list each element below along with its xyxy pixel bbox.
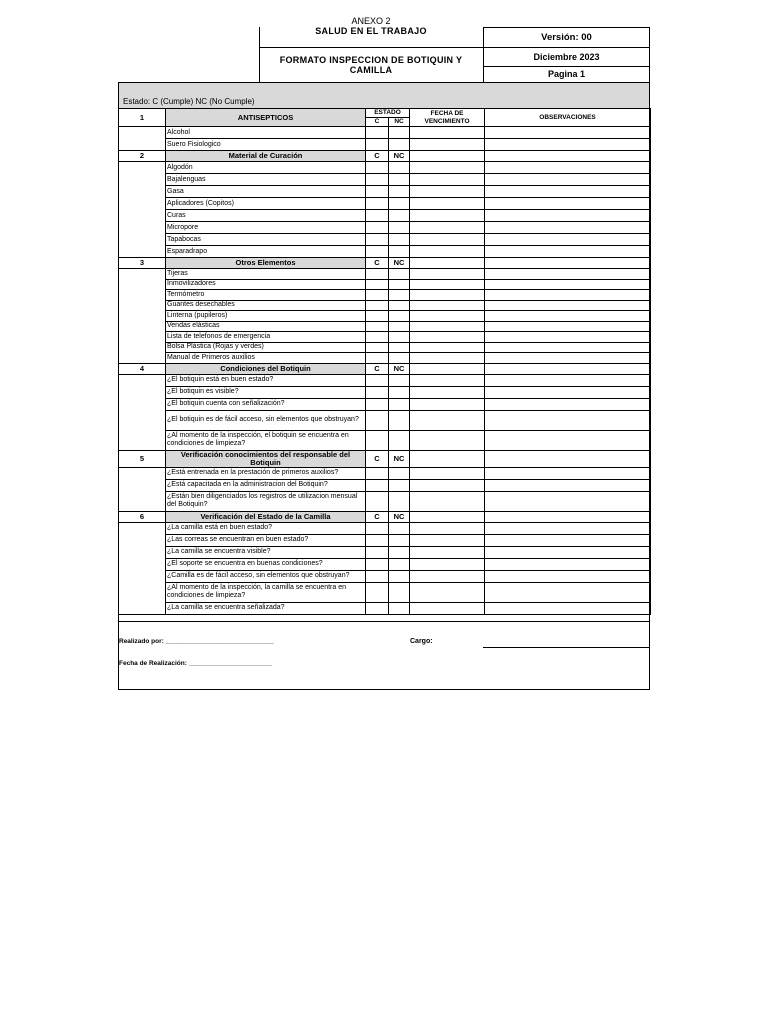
c-checkbox-cell[interactable] bbox=[366, 198, 389, 210]
observaciones-cell[interactable] bbox=[485, 450, 651, 467]
section-number: 1 bbox=[119, 109, 166, 127]
c-checkbox-cell[interactable] bbox=[366, 582, 389, 602]
item-label: Vendas elásticas bbox=[166, 321, 366, 332]
item-label: ¿La camilla está en buen estado? bbox=[166, 522, 366, 534]
table-row bbox=[119, 558, 651, 570]
observaciones-cell[interactable] bbox=[485, 290, 651, 301]
observaciones-cell[interactable] bbox=[485, 127, 651, 139]
cargo-label: Cargo: bbox=[410, 638, 433, 645]
observaciones-cell[interactable] bbox=[485, 279, 651, 290]
fecha-cell[interactable] bbox=[410, 558, 485, 570]
table-row bbox=[119, 162, 651, 174]
observaciones-cell[interactable] bbox=[485, 353, 651, 364]
observaciones-cell[interactable] bbox=[485, 546, 651, 558]
item-label: ¿El botiquin está en buen estado? bbox=[166, 374, 366, 386]
observaciones-cell[interactable] bbox=[485, 246, 651, 258]
observaciones-cell[interactable] bbox=[485, 321, 651, 332]
nc-checkbox-cell[interactable] bbox=[389, 186, 410, 198]
fecha-cell[interactable] bbox=[410, 582, 485, 602]
c-checkbox-cell[interactable] bbox=[366, 222, 389, 234]
observaciones-cell[interactable] bbox=[485, 582, 651, 602]
table-row bbox=[119, 479, 651, 491]
item-label: ¿El botiquin es de fácil acceso, sin elementos que obstruyan? bbox=[166, 410, 366, 430]
section-header-row bbox=[119, 151, 651, 162]
nc-checkbox-cell[interactable] bbox=[389, 198, 410, 210]
observaciones-cell[interactable] bbox=[485, 570, 651, 582]
c-checkbox-cell[interactable] bbox=[366, 558, 389, 570]
table-row bbox=[119, 269, 651, 280]
fecha-cell[interactable] bbox=[410, 534, 485, 546]
c-checkbox-cell[interactable] bbox=[366, 127, 389, 139]
c-header: C bbox=[366, 511, 389, 522]
fecha-cell[interactable] bbox=[410, 186, 485, 198]
fecha-cell[interactable] bbox=[410, 311, 485, 322]
c-checkbox-cell[interactable] bbox=[366, 269, 389, 280]
item-label: Micropore bbox=[166, 222, 366, 234]
nc-header: NC bbox=[389, 118, 410, 127]
nc-checkbox-cell[interactable] bbox=[389, 386, 410, 398]
nc-header: NC bbox=[389, 258, 410, 269]
table-row bbox=[119, 139, 651, 151]
observaciones-cell[interactable] bbox=[485, 522, 651, 534]
fecha-cell[interactable] bbox=[410, 246, 485, 258]
c-checkbox-cell[interactable] bbox=[366, 332, 389, 343]
nc-checkbox-cell[interactable] bbox=[389, 332, 410, 343]
item-label: ¿Al momento de la inspección, el botiquin se encuentra en condiciones de limpieza? bbox=[166, 430, 366, 450]
fecha-cell[interactable] bbox=[410, 269, 485, 280]
observaciones-cell[interactable] bbox=[485, 210, 651, 222]
observaciones-cell[interactable] bbox=[485, 398, 651, 410]
nc-checkbox-cell[interactable] bbox=[389, 210, 410, 222]
observaciones-cell[interactable] bbox=[485, 410, 651, 430]
version-divider-1 bbox=[483, 47, 650, 48]
c-checkbox-cell[interactable] bbox=[366, 522, 389, 534]
nc-checkbox-cell[interactable] bbox=[389, 491, 410, 511]
fecha-cell[interactable] bbox=[410, 151, 485, 162]
nc-checkbox-cell[interactable] bbox=[389, 222, 410, 234]
section-number: 3 bbox=[119, 258, 166, 269]
c-checkbox-cell[interactable] bbox=[366, 300, 389, 311]
observaciones-cell[interactable] bbox=[485, 186, 651, 198]
item-label: Guantes desechables bbox=[166, 300, 366, 311]
section-number: 4 bbox=[119, 363, 166, 374]
c-checkbox-cell[interactable] bbox=[366, 279, 389, 290]
observaciones-cell[interactable] bbox=[485, 467, 651, 479]
table-row bbox=[119, 222, 651, 234]
c-checkbox-cell[interactable] bbox=[366, 479, 389, 491]
nc-checkbox-cell[interactable] bbox=[389, 398, 410, 410]
fecha-cell[interactable] bbox=[410, 546, 485, 558]
observaciones-cell[interactable] bbox=[485, 151, 651, 162]
item-label: Suero Fisiologico bbox=[166, 139, 366, 151]
section-header-row bbox=[119, 363, 651, 374]
nc-checkbox-cell[interactable] bbox=[389, 127, 410, 139]
c-checkbox-cell[interactable] bbox=[366, 342, 389, 353]
fecha-cell[interactable] bbox=[410, 332, 485, 343]
nc-header: NC bbox=[389, 363, 410, 374]
table-row bbox=[119, 522, 651, 534]
observaciones-cell[interactable] bbox=[485, 222, 651, 234]
nc-checkbox-cell[interactable] bbox=[389, 290, 410, 301]
nc-checkbox-cell[interactable] bbox=[389, 234, 410, 246]
table-row bbox=[119, 546, 651, 558]
item-label: ¿La camilla se encuentra visible? bbox=[166, 546, 366, 558]
fecha-cell[interactable] bbox=[410, 386, 485, 398]
nc-checkbox-cell[interactable] bbox=[389, 300, 410, 311]
table-row bbox=[119, 290, 651, 301]
nc-checkbox-cell[interactable] bbox=[389, 410, 410, 430]
section-header-row bbox=[119, 258, 651, 269]
observaciones-cell[interactable] bbox=[485, 311, 651, 322]
item-label: ¿Está capacitada en la administracion del Botiquin? bbox=[166, 479, 366, 491]
section-title: Verificación del Estado de la Camilla bbox=[166, 511, 366, 522]
table-row bbox=[119, 491, 651, 511]
footer-top-line bbox=[118, 621, 650, 622]
fecha-cell[interactable] bbox=[410, 290, 485, 301]
nc-checkbox-cell[interactable] bbox=[389, 311, 410, 322]
fecha-cell[interactable] bbox=[410, 300, 485, 311]
fecha-cell[interactable] bbox=[410, 410, 485, 430]
item-label: Termómetro bbox=[166, 290, 366, 301]
fecha-cell[interactable] bbox=[410, 522, 485, 534]
fecha-cell[interactable] bbox=[410, 234, 485, 246]
item-label: ¿Camilla es de fácil acceso, sin elementos que obstruyan? bbox=[166, 570, 366, 582]
item-label: Algodón bbox=[166, 162, 366, 174]
nc-checkbox-cell[interactable] bbox=[389, 546, 410, 558]
fecha-cell[interactable] bbox=[410, 222, 485, 234]
estado-header: ESTADO bbox=[366, 109, 410, 118]
section-number-blank bbox=[119, 374, 166, 450]
fecha-cell[interactable] bbox=[410, 279, 485, 290]
item-label: Esparadrapo bbox=[166, 246, 366, 258]
observaciones-cell[interactable] bbox=[485, 534, 651, 546]
observaciones-cell[interactable] bbox=[485, 374, 651, 386]
fecha-header: FECHA DE VENCIMIENTO bbox=[410, 109, 485, 127]
date-text: Diciembre 2023 bbox=[533, 52, 600, 62]
observaciones-cell[interactable] bbox=[485, 234, 651, 246]
section-number: 2 bbox=[119, 151, 166, 162]
observaciones-cell[interactable] bbox=[485, 602, 651, 614]
fecha-cell[interactable] bbox=[410, 374, 485, 386]
item-label: Tijeras bbox=[166, 269, 366, 280]
observaciones-cell[interactable] bbox=[485, 269, 651, 280]
table-row bbox=[119, 410, 651, 430]
section-title: Verificación conocimientos del responsable del Botiquin bbox=[166, 450, 366, 467]
c-header: C bbox=[366, 258, 389, 269]
table-row bbox=[119, 311, 651, 322]
header-left-border bbox=[259, 27, 260, 82]
item-label: ¿Las correas se encuentran en buen estado? bbox=[166, 534, 366, 546]
section-title: Condiciones del Botiquin bbox=[166, 363, 366, 374]
table-row bbox=[119, 321, 651, 332]
fecha-cell[interactable] bbox=[410, 363, 485, 374]
fecha-cell[interactable] bbox=[410, 353, 485, 364]
table-row bbox=[119, 582, 651, 602]
table-row bbox=[119, 602, 651, 614]
section-number-blank bbox=[119, 127, 166, 151]
table-row bbox=[119, 186, 651, 198]
item-label: Inmovilizadores bbox=[166, 279, 366, 290]
nc-checkbox-cell[interactable] bbox=[389, 479, 410, 491]
form-title: FORMATO INSPECCION DE BOTIQUIN Y CAMILLA bbox=[279, 55, 463, 75]
c-checkbox-cell[interactable] bbox=[366, 139, 389, 151]
c-checkbox-cell[interactable] bbox=[366, 174, 389, 186]
item-label: ¿La camilla se encuentra señalizada? bbox=[166, 602, 366, 614]
c-checkbox-cell[interactable] bbox=[366, 602, 389, 614]
inspection-table bbox=[118, 108, 651, 615]
observaciones-cell[interactable] bbox=[485, 479, 651, 491]
fecha-cell[interactable] bbox=[410, 467, 485, 479]
observaciones-cell[interactable] bbox=[485, 342, 651, 353]
observaciones-cell[interactable] bbox=[485, 162, 651, 174]
c-checkbox-cell[interactable] bbox=[366, 491, 389, 511]
c-checkbox-cell[interactable] bbox=[366, 353, 389, 364]
item-label: Manual de Primeros auxilios bbox=[166, 353, 366, 364]
section-number-blank bbox=[119, 467, 166, 511]
table-row bbox=[119, 374, 651, 386]
c-checkbox-cell[interactable] bbox=[366, 570, 389, 582]
table-row bbox=[119, 246, 651, 258]
item-label: Lista de telefonos de emergencia bbox=[166, 332, 366, 343]
observaciones-cell[interactable] bbox=[485, 558, 651, 570]
c-checkbox-cell[interactable] bbox=[366, 186, 389, 198]
item-label: Bajalenguas bbox=[166, 174, 366, 186]
nc-checkbox-cell[interactable] bbox=[389, 467, 410, 479]
observaciones-cell[interactable] bbox=[485, 332, 651, 343]
observaciones-cell[interactable] bbox=[485, 386, 651, 398]
nc-checkbox-cell[interactable] bbox=[389, 602, 410, 614]
fecha-cell[interactable] bbox=[410, 342, 485, 353]
nc-checkbox-cell[interactable] bbox=[389, 534, 410, 546]
c-header: C bbox=[366, 118, 389, 127]
nc-checkbox-cell[interactable] bbox=[389, 246, 410, 258]
section-header-row bbox=[119, 511, 651, 522]
item-label: Tapabocas bbox=[166, 234, 366, 246]
fecha-cell[interactable] bbox=[410, 479, 485, 491]
observaciones-cell[interactable] bbox=[485, 511, 651, 522]
fecha-cell[interactable] bbox=[410, 570, 485, 582]
table-row bbox=[119, 353, 651, 364]
c-checkbox-cell[interactable] bbox=[366, 210, 389, 222]
item-label: ¿Está entrenada en la prestación de primeros auxilios? bbox=[166, 467, 366, 479]
fecha-cell[interactable] bbox=[410, 162, 485, 174]
table-row bbox=[119, 279, 651, 290]
section-number-blank bbox=[119, 522, 166, 614]
table-row bbox=[119, 174, 651, 186]
c-header: C bbox=[366, 363, 389, 374]
nc-checkbox-cell[interactable] bbox=[389, 162, 410, 174]
c-checkbox-cell[interactable] bbox=[366, 398, 389, 410]
observaciones-cell[interactable] bbox=[485, 258, 651, 269]
c-checkbox-cell[interactable] bbox=[366, 410, 389, 430]
item-label: ¿El botiquin cuenta con señalización? bbox=[166, 398, 366, 410]
table-row bbox=[119, 386, 651, 398]
section-number: 5 bbox=[119, 450, 166, 467]
nc-checkbox-cell[interactable] bbox=[389, 522, 410, 534]
c-checkbox-cell[interactable] bbox=[366, 386, 389, 398]
page-text: Pagina 1 bbox=[547, 69, 585, 79]
table-row bbox=[119, 534, 651, 546]
table-row bbox=[119, 300, 651, 311]
nc-checkbox-cell[interactable] bbox=[389, 570, 410, 582]
fecha-cell[interactable] bbox=[410, 511, 485, 522]
header-mid-line bbox=[259, 47, 483, 48]
section-number-blank bbox=[119, 162, 166, 258]
section-number-blank bbox=[119, 269, 166, 364]
c-checkbox-cell[interactable] bbox=[366, 311, 389, 322]
section-title: ANTISEPTICOS bbox=[166, 109, 366, 127]
table-row bbox=[119, 332, 651, 343]
item-label: Linterna (pupileros) bbox=[166, 311, 366, 322]
nc-checkbox-cell[interactable] bbox=[389, 582, 410, 602]
observaciones-cell[interactable] bbox=[485, 300, 651, 311]
legend-text: Estado: C (Cumple) NC (No Cumple) bbox=[123, 97, 255, 106]
section-title: Otros Elementos bbox=[166, 258, 366, 269]
fecha-cell[interactable] bbox=[410, 430, 485, 450]
fecha-cell[interactable] bbox=[410, 450, 485, 467]
nc-checkbox-cell[interactable] bbox=[389, 430, 410, 450]
observaciones-cell[interactable] bbox=[485, 139, 651, 151]
nc-checkbox-cell[interactable] bbox=[389, 139, 410, 151]
section-header-row bbox=[119, 109, 651, 118]
fecha-cell[interactable] bbox=[410, 210, 485, 222]
nc-checkbox-cell[interactable] bbox=[389, 321, 410, 332]
version-text: Versión: 00 bbox=[541, 32, 592, 43]
c-checkbox-cell[interactable] bbox=[366, 290, 389, 301]
cargo-line[interactable] bbox=[483, 647, 650, 648]
nc-header: NC bbox=[389, 450, 410, 467]
observaciones-cell[interactable] bbox=[485, 491, 651, 511]
c-checkbox-cell[interactable] bbox=[366, 162, 389, 174]
annex-label: ANEXO 2 bbox=[351, 16, 391, 26]
realizado-por: Realizado por: ______________________________ bbox=[119, 638, 275, 645]
item-label: Gasa bbox=[166, 186, 366, 198]
nc-checkbox-cell[interactable] bbox=[389, 374, 410, 386]
item-label: ¿El botiquin es visible? bbox=[166, 386, 366, 398]
c-checkbox-cell[interactable] bbox=[366, 374, 389, 386]
table-row bbox=[119, 342, 651, 353]
section-number: 6 bbox=[119, 511, 166, 522]
observaciones-cell[interactable] bbox=[485, 363, 651, 374]
c-checkbox-cell[interactable] bbox=[366, 467, 389, 479]
table-row bbox=[119, 210, 651, 222]
item-label: ¿Al momento de la inspección, la camilla se encuentra en condiciones de limpieza? bbox=[166, 582, 366, 602]
fecha-cell[interactable] bbox=[410, 139, 485, 151]
fecha-cell[interactable] bbox=[410, 198, 485, 210]
observaciones-cell[interactable] bbox=[485, 430, 651, 450]
table-row bbox=[119, 430, 651, 450]
table-row bbox=[119, 198, 651, 210]
section-title: Material de Curación bbox=[166, 151, 366, 162]
item-label: Aplicadores (Copitos) bbox=[166, 198, 366, 210]
nc-checkbox-cell[interactable] bbox=[389, 342, 410, 353]
nc-checkbox-cell[interactable] bbox=[389, 558, 410, 570]
c-checkbox-cell[interactable] bbox=[366, 321, 389, 332]
section-header-row bbox=[119, 450, 651, 467]
c-checkbox-cell[interactable] bbox=[366, 234, 389, 246]
nc-checkbox-cell[interactable] bbox=[389, 279, 410, 290]
fecha-cell[interactable] bbox=[410, 321, 485, 332]
nc-checkbox-cell[interactable] bbox=[389, 353, 410, 364]
fecha-cell[interactable] bbox=[410, 602, 485, 614]
observaciones-cell[interactable] bbox=[485, 198, 651, 210]
org-title: SALUD EN EL TRABAJO bbox=[315, 26, 427, 36]
fecha-cell[interactable] bbox=[410, 258, 485, 269]
table-row bbox=[119, 570, 651, 582]
c-checkbox-cell[interactable] bbox=[366, 546, 389, 558]
fecha-realizacion: Fecha de Realización: _______________________ bbox=[119, 660, 272, 667]
item-label: ¿Están bien diligenciados los registros de utilizacion mensual del Botiquin? bbox=[166, 491, 366, 511]
item-label: Bolsa Plástica (Rojas y verdes) bbox=[166, 342, 366, 353]
c-checkbox-cell[interactable] bbox=[366, 246, 389, 258]
nc-header: NC bbox=[389, 151, 410, 162]
fecha-cell[interactable] bbox=[410, 174, 485, 186]
c-checkbox-cell[interactable] bbox=[366, 430, 389, 450]
table-row bbox=[119, 467, 651, 479]
version-divider-2 bbox=[483, 66, 650, 67]
c-checkbox-cell[interactable] bbox=[366, 534, 389, 546]
fecha-cell[interactable] bbox=[410, 127, 485, 139]
nc-header: NC bbox=[389, 511, 410, 522]
nc-checkbox-cell[interactable] bbox=[389, 269, 410, 280]
item-label: Curas bbox=[166, 210, 366, 222]
c-header: C bbox=[366, 450, 389, 467]
item-label: Alcohol bbox=[166, 127, 366, 139]
nc-checkbox-cell[interactable] bbox=[389, 174, 410, 186]
item-label: ¿El soporte se encuentra en buenas condiciones? bbox=[166, 558, 366, 570]
fecha-cell[interactable] bbox=[410, 398, 485, 410]
table-row bbox=[119, 398, 651, 410]
observaciones-header: OBSERVACIONES bbox=[485, 109, 651, 127]
fecha-cell[interactable] bbox=[410, 491, 485, 511]
c-header: C bbox=[366, 151, 389, 162]
table-row bbox=[119, 234, 651, 246]
observaciones-cell[interactable] bbox=[485, 174, 651, 186]
table-row bbox=[119, 127, 651, 139]
